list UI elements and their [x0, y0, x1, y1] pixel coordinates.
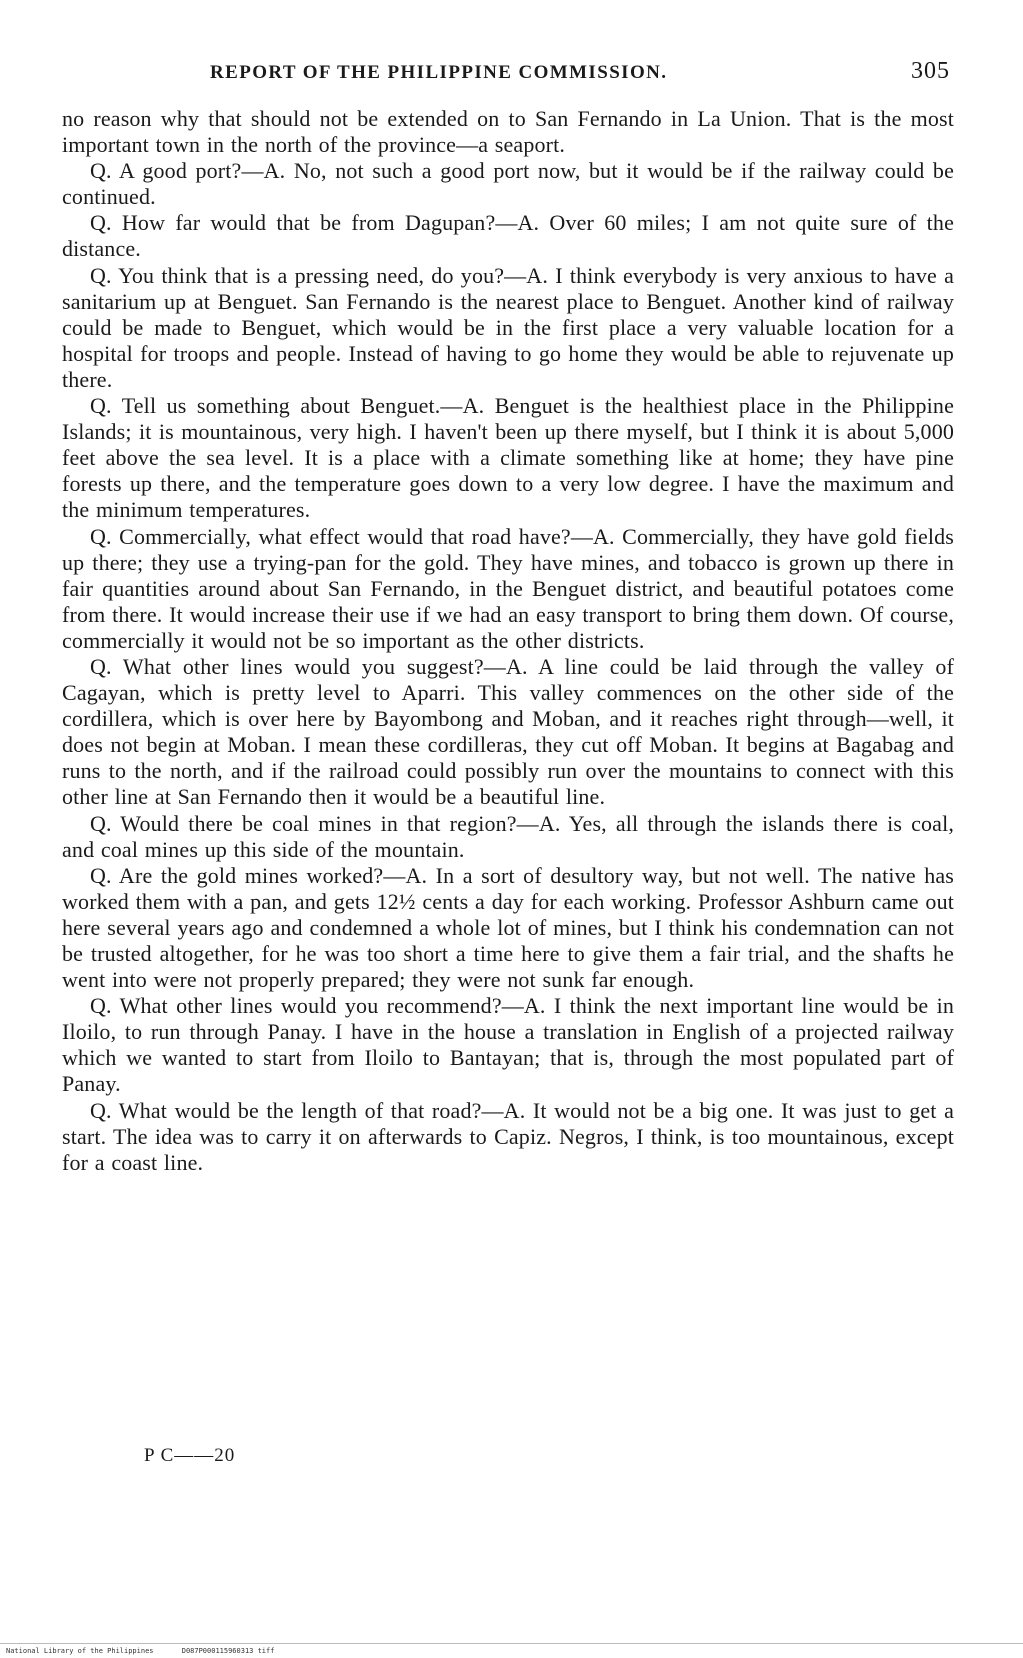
paragraph: Q. What would be the length of that road?—A. It would not be a big one. It was just to get a start. The idea was to carry it on afterwards to Capiz. Negros, I think, is too mountainous, except for a coast line.	[62, 1097, 954, 1175]
paragraph: Q. Would there be coal mines in that region?—A. Yes, all through the islands there is coal, and coal mines up this side of the mountain.	[62, 810, 954, 862]
page-title: REPORT OF THE PHILIPPINE COMMISSION.	[210, 62, 668, 83]
paragraph: Q. What other lines would you suggest?—A. A line could be laid through the valley of Cagayan, which is pretty level to Aparri. This valley commences on the other side of the cordillera, which is over here by Bayombong and Moban, and it reaches right through—well, it does not begin at Moban. I mean these cordilleras, they cut off Moban. It begins at Bagabag and runs to the north, and if the railroad could possibly run over the mountains to connect with this other line at San Fernando then it would be a beautiful line.	[62, 653, 954, 810]
signature-mark: P C——20	[144, 1445, 236, 1466]
library-credit: National Library of the Philippines	[6, 1647, 154, 1655]
paragraph: no reason why that should not be extended on to San Fernando in La Union. That is the most important town in the north of the province—a seaport.	[62, 106, 954, 158]
file-id: D087P000115960313 tiff	[181, 1647, 275, 1655]
paragraph: Q. Tell us something about Benguet.—A. Benguet is the healthiest place in the Philippine Islands; it is mountainous, very high. I haven't been up there myself, but I think it is about 5,000 feet above the sea level. It is a place with a climate something like at home; they have pine forests up there, and the temperature goes down to a very low degree. I have the maximum and the minimum temperatures.	[62, 393, 954, 523]
paragraph: Q. You think that is a pressing need, do you?—A. I think everybody is very anxious to have a sanitarium up at Benguet. San Fernando is the nearest place to Benguet. Another kind of railway could be made to Benguet, which would be in the first place a very valuable location for a hospital for troops and people. Instead of having to go home they would be able to rejuvenate up there.	[62, 262, 954, 392]
body-text	[62, 106, 954, 1176]
page-number: 305	[911, 58, 950, 84]
footer-credit	[6, 1647, 298, 1655]
paragraph: Q. What other lines would you recommend?—A. I think the next important line would be in Iloilo, to run through Panay. I have in the house a translation in English of a projected railway which we wanted to start from Iloilo to Bantayan; that is, through the most populated part of Panay.	[62, 993, 954, 1097]
paragraph: Q. Are the gold mines worked?—A. In a sort of desultory way, but not well. The native has worked them with a pan, and gets 12½ cents a day for each working. Professor Ashburn came out here several years ago and condemned a whole lot of mines, but I think his condemnation can not be trusted altogether, for he was too short a time here to give them a fair trial, and the shafts he went into were not properly prepared; they were not sunk far enough.	[62, 862, 954, 993]
footer-divider	[0, 1643, 1023, 1644]
paragraph: Q. How far would that be from Dagupan?—A. Over 60 miles; I am not quite sure of the distance.	[62, 210, 954, 262]
running-header	[210, 58, 950, 92]
paragraph: Q. Commercially, what effect would that road have?—A. Commercially, they have gold fields up there; they use a trying-pan for the gold. They have mines, and tobacco is grown up there in fair quantities around about San Fernando, in the Benguet district, and beautiful potatoes come from there. It would increase their use if we had an easy transport to bring them down. Of course, commercially it would not be so important as the other districts.	[62, 523, 954, 653]
paragraph: Q. A good port?—A. No, not such a good port now, but it would be if the railway could be continued.	[62, 158, 954, 210]
